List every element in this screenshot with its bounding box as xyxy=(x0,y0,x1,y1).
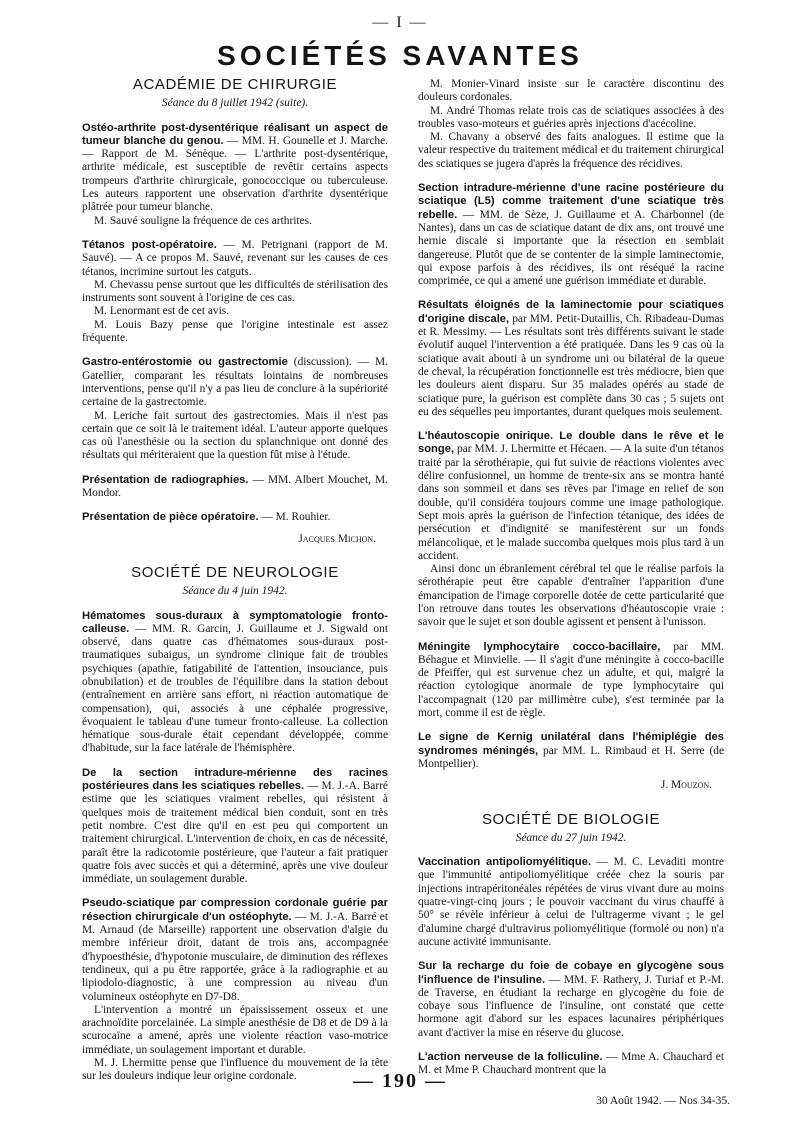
entry-paragraph: M. Lenormant est de cet avis. xyxy=(94,305,230,318)
section-biologie xyxy=(418,810,725,1078)
entry-heading: Vaccination antipoliomyélitique. xyxy=(418,856,592,869)
entry-heading: Présentation de radiographies. xyxy=(82,473,249,486)
entry-paragraph: L'intervention a montré un épaississement osseux et une arachnoïdite porcelainée. La simple anesthésie de D8 et de D9 à la scurocaïne a amené, après une violente réaction vaso-motrice immédiate, un soulagement important et durable. xyxy=(82,1003,388,1056)
entry-body: — Mme A. Chauchard et M. et Mme P. Chauchard montrent que la xyxy=(418,1051,724,1077)
page-number: — 190 — xyxy=(353,1070,447,1092)
entry-glycogene xyxy=(418,960,724,1040)
signature: Jacques Michon. xyxy=(298,532,376,545)
entry-paragraph: Ainsi donc un ébranlement cérébral tel que le réalise parfois la sérothérapie peut être capable d'entraîner l'apparition d'une émancipation de l'image corporelle dotée de cette particularité que l'on retrouve dans toutes les observations d'héautoscopie vraie : savoir que le sujet et son double agissent et pensent à l'unisson. xyxy=(418,563,724,629)
section-academie-chirurgie xyxy=(82,78,388,546)
entry-kernig xyxy=(418,731,724,771)
entry-body: — M. C. Levaditi montre que l'immunité antipoliomyélitique créée chez la souris par injections intrapéritonéales répétées de virus vivant dure au moins quatre-vingt-cinq jours ; le pouvoir vaccinant du virus chauffé à 50° se révèle inférieur à celui de l'ultragerme vivant ; le gel d'alumine chargé d'ultravirus poliomyélitique (formolé ou non) n'a aucune activité immunisante. xyxy=(418,856,724,948)
entry-body: — M. Rouhier. xyxy=(261,511,331,524)
entry-paragraph: M. Sauvé souligne la fréquence de ces arthrites. xyxy=(94,214,312,227)
entry-paragraph: M. André Thomas relate trois cas de sciatiques associées à des troubles vaso-moteurs et guéries après injections d'acécoline. xyxy=(418,104,724,130)
entry-laminectomie xyxy=(418,299,724,419)
folio: — I — xyxy=(372,14,428,31)
session-date: Séance du 8 juillet 1942 (suite). xyxy=(161,97,309,110)
section-title: SOCIÉTÉ DE BIOLOGIE xyxy=(481,810,661,828)
entry-paragraph: M. J. Lhermitte pense que l'influence du mouvement de la tête sur les douleurs indique leur origine cordonale. xyxy=(82,1057,388,1083)
entry-heading: Section intradure-mérienne d'une racine postérieure du sciatique (L5) comme traitement d'une sciatique très rebelle. xyxy=(418,182,724,221)
entry-section-racines xyxy=(82,767,388,887)
entry-body: (discussion). — M. Gatellier, comparant les résultats lointains de nombreuses interventions, pense qu'il n'y a pas lieu de conclure à la supériorité certaine de la gastrectomie. xyxy=(82,356,389,409)
entry-meningite xyxy=(418,641,724,721)
right-column xyxy=(418,78,724,1078)
session-date: Séance du 4 juin 1942. xyxy=(182,585,288,598)
page-title: SOCIÉTÉS SAVANTES xyxy=(217,40,583,71)
section-title: ACADÉMIE DE CHIRURGIE xyxy=(132,76,338,93)
entry-section-racine-l5 xyxy=(418,182,724,288)
left-column xyxy=(82,78,388,1084)
entry-heading: Sur la recharge du foie de cobaye en glycogène sous l'influence de l'insuline. xyxy=(418,960,724,986)
section-neurologie xyxy=(82,563,388,1084)
entry-body: — M. Petrignani (rapport de M. Sauvé). — A ce propos M. Sauvé, revenant sur les causes de ces tétanos, incrimine surtout les catguts. xyxy=(82,238,388,278)
entry-body: — MM. H. Gounelle et J. Marche. — Rapport de M. Sénèque. — L'arthrite post-dysentérique, arthrite médicale, est susceptible de revêtir certains aspects trompeurs d'arthrite chirurgicale, gonococcique ou tuberculeuse. Les auteurs rapportent une observation d'arthrite dysentérique plâtrée pour tumeur blanche. xyxy=(82,134,388,214)
section-title: SOCIÉTÉ DE NEUROLOGIE xyxy=(131,563,339,581)
section-neurologie-continued xyxy=(418,78,724,793)
entry-heautoscopie xyxy=(418,430,724,629)
entry-body: — M. J.-A. Barré et M. Arnaud (de Marseille) rapportent une observation d'algie du membre inférieur droit, datant de trois ans, accompagnée d'hypoesthésie, d'hypotonie musculaire, de diminution des réflexes tendineux, qui a pu être rapportée, grâce à la radiographie et au lipiodolo-diagnostic, à une compression au niveau d'un volumineux ostéophyte en D7-D8. xyxy=(82,910,388,1003)
entry-body: — MM. F. Rathery, J. Turiaf et P.-M. de Traverse, en étudiant la recharge en glycogène du foie de cobaye sous l'influence de l'insuline, ont constaté que cette hormone agit d'abord sur les espaces lacunaires périphériques avant d'activer la mise en réserve du glucose. xyxy=(418,973,725,1039)
entry-body: par MM. Petit-Dutaillis, Ch. Ribadeau-Dumas et R. Messimy. — Les résultats sont très différents suivant le stade évolutif auquel l'intervention a été pratiquée. Dans les 9 cas où la sciatique avait abouti à un syndrome uni ou bilatéral de la queue de cheval, la récupération fonctionnelle est très médiocre, bien que les douleurs aient disparu. Sur 35 malades opérés au stade de sciatique pure, la guérison est complète dans 30 cas ; 5 sujets ont eu des séquelles peu importantes, durant quelques mois seulement. xyxy=(418,312,724,418)
entry-body: — MM. de Sèze, J. Guillaume et A. Charbonnel (de Nantes), dans un cas de sciatique datant de dix ans, ont trouvé une hernie discale si importante que la résection en semblait dangereuse. Plutôt que de se contenter de la simple laminectomie, qui expose parfois à des récidives, ils ont réséqué la racine comprimée, ce qui a amené une guérison immédiate et durable. xyxy=(418,208,724,288)
issue-date: 30 Août 1942. — Nos 34-35. xyxy=(596,1095,730,1107)
entry-radiographies xyxy=(82,474,388,501)
entry-body: — MM. Albert Mouchet, M. Mondor. xyxy=(82,473,388,500)
entry-gastro xyxy=(82,356,388,462)
entry-heading: Hématomes sous-duraux à symptomatologie fronto-calleuse. xyxy=(82,609,388,635)
entry-body: par MM. Béhague et Minvielle. — Il s'agit d'une méningite à cocco-bacille de Pfeiffer, qui est survenue chez un adulte, et qui, malgré la réaction cytologique anormale de type lymphocytaire qui l'accompagnait (120 par millimètre cube), s'est terminée par la mort, comme il est de règle. xyxy=(418,640,724,720)
signature: J. Mouzon. xyxy=(660,779,712,792)
entry-paragraph: M. Chavany a observé des faits analogues. Il estime que la valeur respective du traitement médical et du traitement chirurgical des sciatiques se jugera d'après la fréquence des récidives. xyxy=(418,131,724,170)
entry-pseudo-sciatique xyxy=(82,897,388,1083)
entry-paragraph: M. Chevassu pense surtout que les difficultés de stérilisation des instruments sont souvent à l'origine de ces cas. xyxy=(82,278,388,305)
entry-paragraph: M. Monier-Vinard insiste sur le caractère discontinu des douleurs cordonales. xyxy=(418,78,724,104)
entry-heading: Tétanos post-opératoire. xyxy=(82,238,217,251)
entry-heading: Ostéo-arthrite post-dysentérique réalisant un aspect de tumeur blanche du genou. xyxy=(82,121,388,147)
entry-heading: Résultats éloignés de la laminectomie pour sciatiques d'origine discale, xyxy=(418,299,724,325)
entry-heading: Méningite lymphocytaire cocco-bacillaire, xyxy=(418,640,661,653)
entry-osteo-arthrite xyxy=(82,122,388,228)
entry-heading: Présentation de pièce opératoire. xyxy=(82,511,259,524)
entry-paragraph: M. Leriche fait surtout des gastrectomies. Mais il n'est pas certain que ce soit là le traitement idéal. L'auteur apporte quelques cas où l'anesthésie ou la section du splanchnique ont donné des résultats qui mériteraient que la question fût mise à l'étude. xyxy=(82,409,388,462)
entry-heading: Gastro-entérostomie ou gastrectomie xyxy=(82,356,288,369)
session-date: Séance du 27 juin 1942. xyxy=(515,831,627,844)
entry-piece-operatoire xyxy=(82,511,388,524)
entry-vaccination xyxy=(418,856,724,949)
entry-hematomes xyxy=(82,610,388,756)
entry-heading: L'héautoscopie onirique. Le double dans le rêve et le songe, xyxy=(418,430,724,456)
entry-body: par MM. L. Rimbaud et H. Serre (de Montpellier). xyxy=(418,744,724,770)
entry-heading: Le signe de Kernig unilatéral dans l'hémiplégie des syndromes méningés, xyxy=(418,731,724,757)
entry-body: par MM. J. Lhermitte et Hécaen. — A la suite d'un tétanos traité par la sérothérapie, qui fut suivie de réactions violentes avec délire confusionnel, un homme de trente-six ans se montra hanté dans son sommeil et dans ses rêves par l'image en relief de son double, qu'il considéra toujours comme une image pathologique. Sept mois après la guérison de l'infection tétanique, des idées de persécution et d'indignité se manifestèrent sur un fonds mélancolique, et le malade succomba quelques mois plus tard à un accident. xyxy=(418,443,724,562)
entry-paragraph: M. Louis Bazy pense que l'origine intestinale est assez fréquente. xyxy=(82,318,388,345)
entry-heading: Pseudo-sciatique par compression cordonale guérie par résection chirurgicale d'un ostéophyte. xyxy=(82,897,388,923)
entry-body: — MM. R. Garcin, J. Guillaume et J. Sigwald ont observé, dans quatre cas d'hématomes sous-duraux post-traumatiques subaigus, un syndrome clinique fait de troubles psychiques (apathie, fatigabilité de l'attention, insouciance, puis obnubilation) et de troubles de l'équilibre dans la station debout (entraînement en arrière sans effort, ni réaction automatique de compensation), qui, associés à une céphalée progressive, évoquaient le tableau d'une tumeur fronto-calleuse. La collection hématique sous-durale était cependant développée, comme d'habitude, sur la face latérale de l'hémisphère. xyxy=(82,622,388,755)
entry-heading: De la section intradure-mérienne des racines postérieures dans les sciatiques rebelles. xyxy=(82,766,388,793)
entry-body: — M. J.-A. Barré estime que les sciatiques vraiment rebelles, qui résistent à quelques mois de traitement médical bien conduit, sont en très petit nombre. C'est dire qu'il en est peu qui comportent un traitement chirurgical. L'intervention de choix, en cas de nécessité, paraît être la radicotomie postérieure, que l'auteur a fait pratiquer quatre fois avec succès et qui a déterminé, après une vive douleur immédiate, un soulagement durable. xyxy=(82,780,388,886)
entry-tetanos xyxy=(82,239,388,345)
entry-heading: L'action nerveuse de la folliculine. xyxy=(418,1051,603,1063)
